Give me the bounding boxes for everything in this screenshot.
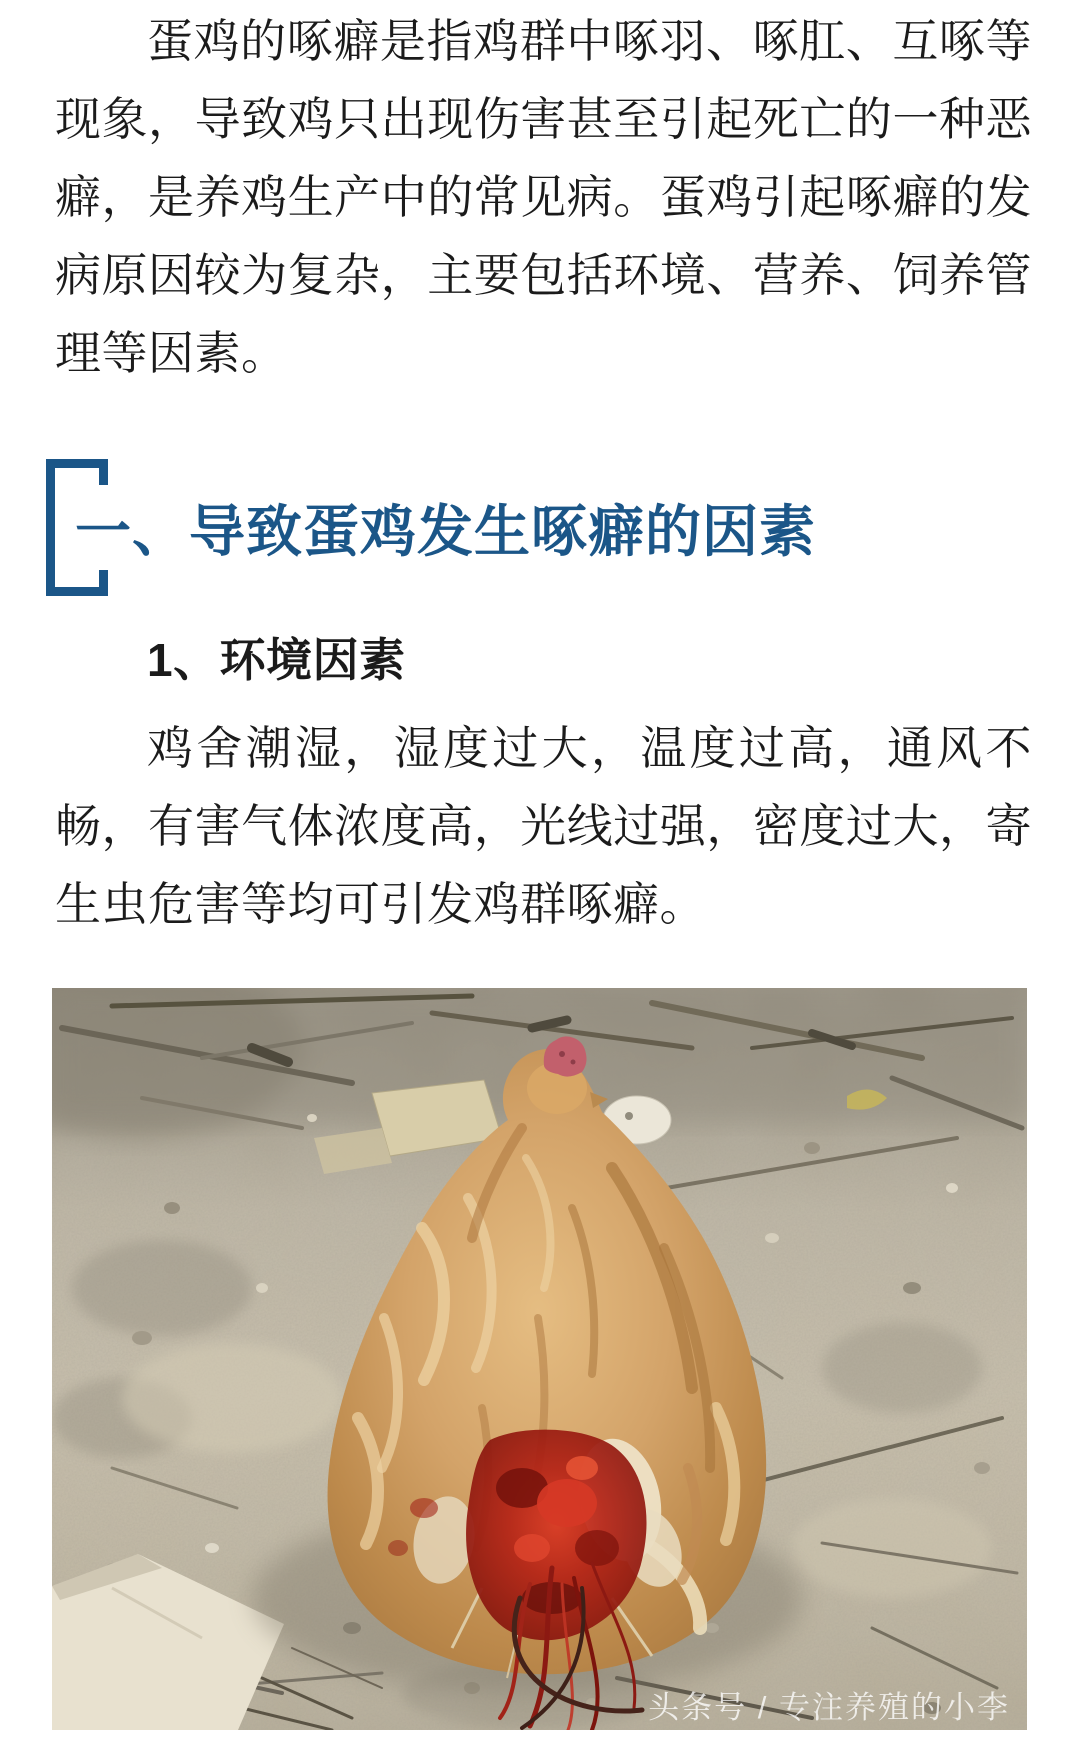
subsection-heading: 1、环境因素	[147, 634, 406, 686]
injured-hen-illustration	[52, 988, 1027, 1730]
injured-hen-photo[interactable]	[52, 988, 1027, 1730]
photo-watermark: 头条号 / 专注养殖的小李	[648, 1690, 1010, 1725]
intro-paragraph: 蛋鸡的啄癖是指鸡群中啄羽、啄肛、互啄等现象，导致鸡只出现伤害甚至引起死亡的一种恶癖，是养鸡生产中的常见病。蛋鸡引起啄癖的发病原因较为复杂，主要包括环境、营养、饲养管理等因素。	[55, 15, 1032, 379]
section-heading-block	[0, 459, 1080, 596]
section-heading: 一、导致蛋鸡发生啄癖的因素	[75, 499, 816, 563]
environment-paragraph: 鸡舍潮湿，湿度过大，温度过高，通风不畅，有害气体浓度高，光线过强，密度过大，寄生虫危害等均可引发鸡群啄癖。	[55, 722, 1032, 930]
